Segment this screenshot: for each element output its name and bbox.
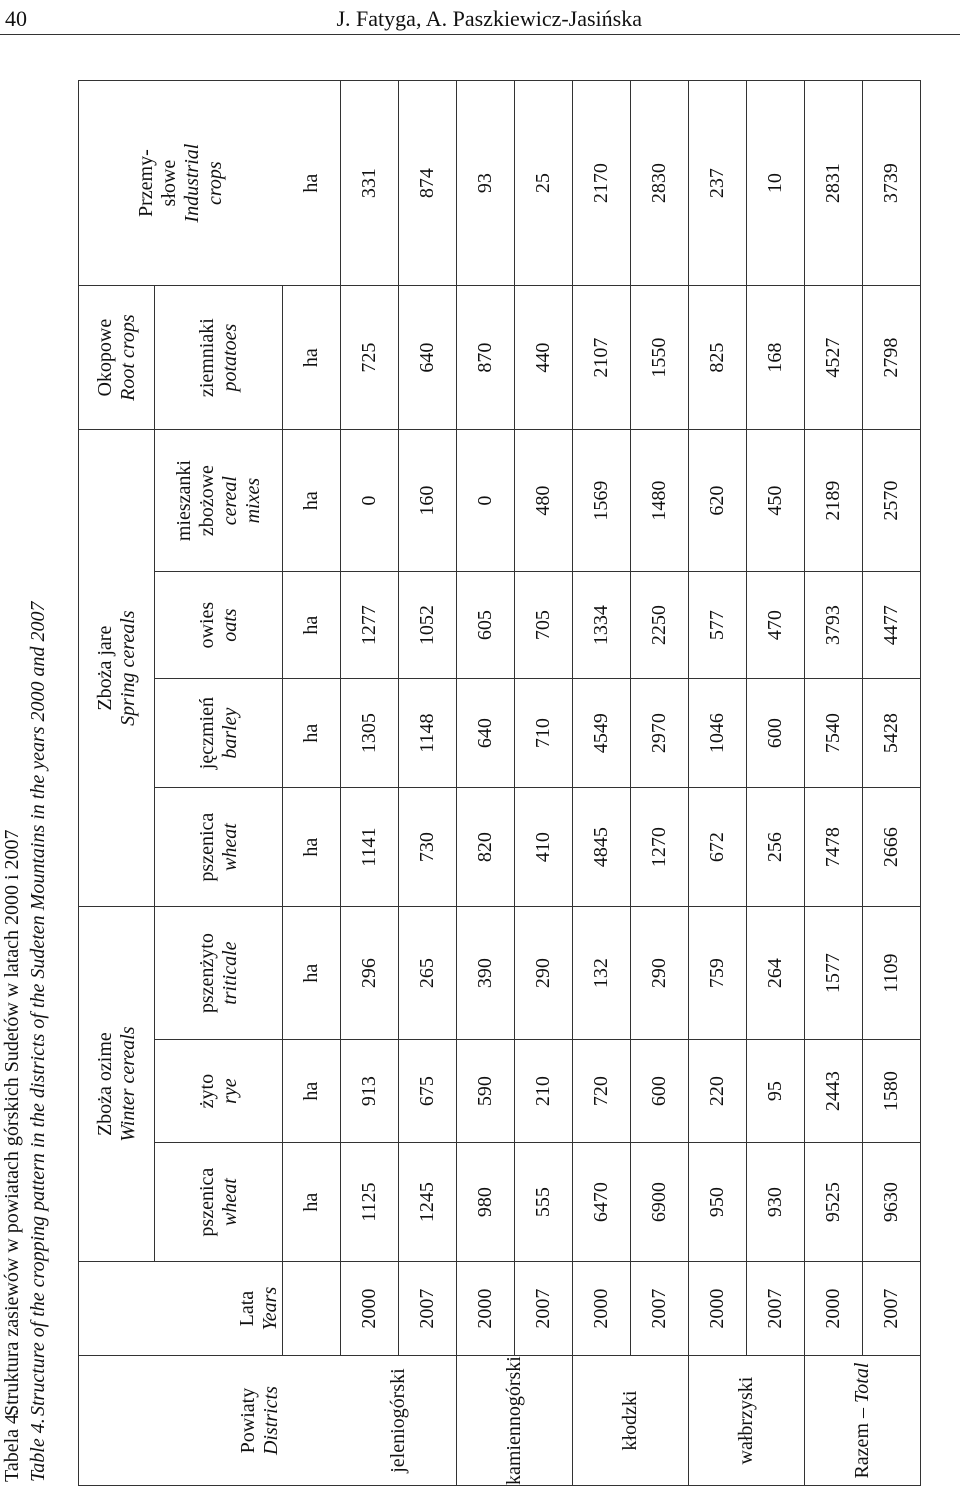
value-cell: 331 [341,81,399,286]
crop-name-en: potatoes [218,323,241,392]
unit-cell: ha [283,430,341,572]
value-cell: 710 [515,679,573,788]
value-cell: 672 [689,788,747,907]
value-cell: 1052 [399,572,457,679]
value-cell: 874 [399,81,457,286]
value-cell: 930 [747,1143,805,1262]
unit-cell: ha [283,572,341,679]
col-header-districts [79,1356,283,1486]
unit-cell: ha [283,788,341,907]
value-cell: 1141 [341,788,399,907]
district-name-cell [805,1356,921,1486]
industrial-pl-1: Przemy- [134,149,157,218]
industrial-pl-2: słowe [157,159,180,207]
district-name-cell [573,1356,689,1486]
table-row [515,81,573,1486]
value-cell: 5428 [863,679,921,788]
district-name: wałbrzyski [735,1376,757,1465]
root-en: Root crops [116,314,139,401]
value-cell: 2250 [631,572,689,679]
value-cell: 7478 [805,788,863,907]
value-cell: 2570 [863,430,921,572]
crop-header-6 [155,430,283,572]
district-name-cell [341,1356,457,1486]
district-name-cell [689,1356,805,1486]
unit-cell: ha [283,286,341,430]
value-cell: 256 [747,788,805,907]
table-row [747,81,805,1486]
value-cell: 4845 [573,788,631,907]
value-cell: 6470 [573,1143,631,1262]
value-cell: 590 [457,1040,515,1143]
value-cell: 1569 [573,430,631,572]
unit-cell: ha [283,1040,341,1143]
value-cell: 0 [457,430,515,572]
value-cell: 1550 [631,286,689,430]
value-cell: 1577 [805,907,863,1040]
table-row [863,81,921,1486]
year-cell: 2007 [399,1262,457,1356]
value-cell: 2170 [573,81,631,286]
value-cell: 2189 [805,430,863,572]
spring-en: Spring cereals [116,610,139,726]
district-name: kłodzki [619,1390,641,1451]
group-header-root [79,286,155,430]
district-name-en: Total [851,1362,873,1403]
unit-cell: ha [283,1143,341,1262]
table-row [805,81,863,1486]
unit-cell: ha [283,679,341,788]
page-number: 40 [5,6,27,31]
value-cell: 290 [515,907,573,1040]
value-cell: 675 [399,1040,457,1143]
value-cell: 2798 [863,286,921,430]
districts-en: Districts [259,1386,282,1456]
year-cell: 2007 [631,1262,689,1356]
value-cell: 555 [515,1143,573,1262]
value-cell: 264 [747,907,805,1040]
value-cell: 2831 [805,81,863,286]
value-cell: 1270 [631,788,689,907]
value-cell: 210 [515,1040,573,1143]
crop-name-pl: pszenica [195,812,218,882]
industrial-en-1: Industrial [180,143,203,223]
winter-pl: Zboża ozime [93,1032,116,1137]
crop-name-en: barley [218,707,241,759]
year-cell: 2000 [457,1262,515,1356]
crop-header-2 [155,907,283,1040]
value-cell: 390 [457,907,515,1040]
col-header-years [79,1262,283,1356]
year-cell: 2007 [747,1262,805,1356]
group-header-spring [79,430,155,907]
caption-title-pl: Struktura zasiewów w powiatach górskich Sudetów w latach 2000 i 2007 [1,829,23,1416]
value-cell: 0 [341,430,399,572]
value-cell: 1277 [341,572,399,679]
value-cell: 237 [689,81,747,286]
table-row [399,81,457,1486]
group-header-industrial [79,81,283,286]
district-name: Razem – [851,1403,873,1479]
crop-name-pl: jęczmień [195,697,218,770]
crop-header-4 [155,679,283,788]
spring-pl: Zboża jare [93,625,116,711]
winter-en: Winter cereals [116,1026,139,1142]
value-cell: 870 [457,286,515,430]
value-cell: 296 [341,907,399,1040]
year-cell: 2007 [863,1262,921,1356]
value-cell: 290 [631,907,689,1040]
district-name-cell [457,1356,573,1486]
value-cell: 10 [747,81,805,286]
crop-name-pl: mieszanki zbożowe [172,460,218,542]
table-row [689,81,747,1486]
value-cell: 470 [747,572,805,679]
value-cell: 1580 [863,1040,921,1143]
running-header-authors: J. Fatyga, A. Paszkiewicz-Jasińska [336,6,642,31]
caption-en [26,601,50,1482]
value-cell: 577 [689,572,747,679]
district-name: kamiennogórski [503,1356,525,1485]
value-cell: 913 [341,1040,399,1143]
value-cell: 820 [457,788,515,907]
value-cell: 9630 [863,1143,921,1262]
value-cell: 220 [689,1040,747,1143]
root-pl: Okopowe [93,318,116,397]
value-cell: 725 [341,286,399,430]
value-cell: 160 [399,430,457,572]
value-cell: 6900 [631,1143,689,1262]
value-cell: 93 [457,81,515,286]
crop-header-1 [155,1040,283,1143]
crop-header-3 [155,788,283,907]
year-cell: 2000 [805,1262,863,1356]
industrial-en-2: crops [203,161,226,205]
value-cell: 620 [689,430,747,572]
cropping-table [78,80,921,1486]
value-cell: 2443 [805,1040,863,1143]
value-cell: 1245 [399,1143,457,1262]
value-cell: 265 [399,907,457,1040]
years-pl: Lata [236,1290,258,1327]
value-cell: 2830 [631,81,689,286]
table-row [573,81,631,1486]
value-cell: 4477 [863,572,921,679]
value-cell: 4527 [805,286,863,430]
value-cell: 480 [515,430,573,572]
caption-label-pl: Tabela 4. [1,1408,23,1482]
crop-name-en: rye [218,1078,241,1104]
value-cell: 7540 [805,679,863,788]
value-cell: 1480 [631,430,689,572]
crop-header-0 [155,1143,283,1262]
value-cell: 132 [573,907,631,1040]
value-cell: 2666 [863,788,921,907]
value-cell: 1305 [341,679,399,788]
value-cell: 600 [631,1040,689,1143]
value-cell: 4549 [573,679,631,788]
crop-header-5 [155,572,283,679]
crop-name-pl: żyto [195,1073,218,1109]
value-cell: 1125 [341,1143,399,1262]
crop-name-en: triticale [218,941,241,1005]
table-row [341,81,399,1486]
crop-name-pl: ziemniaki [195,318,218,398]
value-cell: 2970 [631,679,689,788]
table-row [457,81,515,1486]
unit-cell: ha [283,907,341,1040]
value-cell: 440 [515,286,573,430]
value-cell: 1334 [573,572,631,679]
value-cell: 450 [747,430,805,572]
caption-title-en: Structure of the cropping pattern in the districts of the Sudeten Mountains in the years 2000 and 2007 [27,601,49,1416]
crop-name-en: cereal mixes [218,476,264,526]
unit-cell: ha [283,81,341,286]
value-cell: 3793 [805,572,863,679]
district-name: jeleniogórski [386,1368,409,1473]
caption-pl [0,829,24,1482]
value-cell: 950 [689,1143,747,1262]
value-cell: 9525 [805,1143,863,1262]
crop-name-pl: pszenżyto [195,933,218,1014]
value-cell: 640 [399,286,457,430]
crop-name-en: wheat [218,1178,241,1227]
value-cell: 600 [747,679,805,788]
group-header-winter [79,907,155,1262]
value-cell: 720 [573,1040,631,1143]
crop-name-pl: pszenica [195,1167,218,1237]
value-cell: 3739 [863,81,921,286]
value-cell: 980 [457,1143,515,1262]
caption-label-en: Table 4. [27,1418,49,1482]
unit-spacer-districts [283,1356,341,1486]
table-row [631,81,689,1486]
value-cell: 825 [689,286,747,430]
year-cell: 2000 [689,1262,747,1356]
value-cell: 730 [399,788,457,907]
value-cell: 168 [747,286,805,430]
value-cell: 759 [689,907,747,1040]
districts-pl: Powiaty [236,1387,259,1454]
crop-header-7 [155,286,283,430]
crop-name-pl: owies [195,601,218,649]
value-cell: 410 [515,788,573,907]
crop-name-en: wheat [218,823,241,872]
year-cell: 2007 [515,1262,573,1356]
crop-name-en: oats [218,608,241,642]
value-cell: 705 [515,572,573,679]
value-cell: 1046 [689,679,747,788]
year-cell: 2000 [573,1262,631,1356]
unit-spacer-years [283,1262,341,1356]
year-cell: 2000 [341,1262,399,1356]
years-en: Years [259,1286,281,1331]
value-cell: 25 [515,81,573,286]
value-cell: 605 [457,572,515,679]
value-cell: 1148 [399,679,457,788]
value-cell: 2107 [573,286,631,430]
value-cell: 1109 [863,907,921,1040]
value-cell: 95 [747,1040,805,1143]
value-cell: 640 [457,679,515,788]
